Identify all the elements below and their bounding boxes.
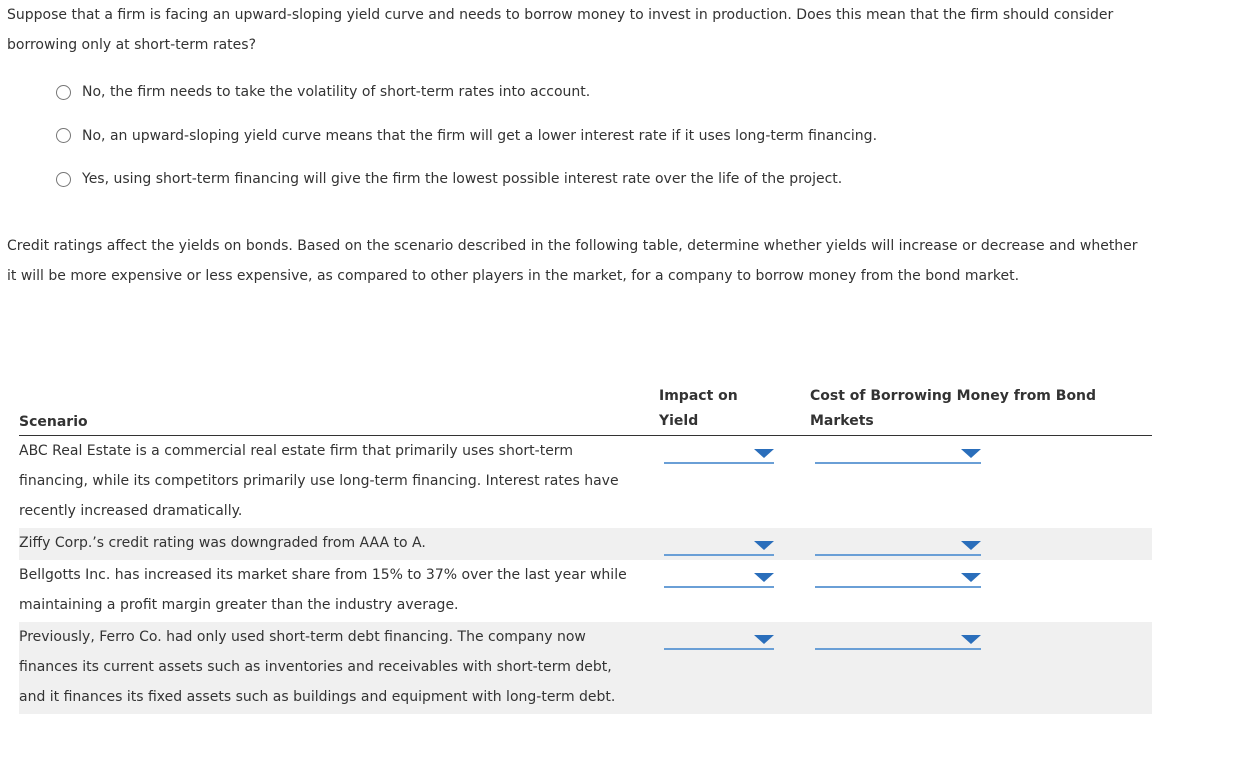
question-2-text: Credit ratings affect the yields on bonds. Based on the scenario described in the following table, determine whether yields will increase or decrease and whether it will be more expensive or less expensive, as compared to other players in the market, for a company to borrow money from the bond market.	[7, 238, 1138, 284]
option-1[interactable]	[56, 77, 877, 107]
impact-dropdown[interactable]	[664, 537, 774, 556]
option-label: No, the firm needs to take the volatility of short-term rates into account.	[82, 84, 591, 100]
cost-dropdown[interactable]	[815, 569, 981, 588]
dropdown-arrow-icon	[754, 541, 774, 550]
dropdown-arrow-icon	[754, 449, 774, 458]
scenario-table	[19, 382, 1152, 714]
dropdown-arrow-icon	[961, 541, 981, 550]
radio-button[interactable]	[56, 85, 71, 100]
scenario-text: Bellgotts Inc. has increased its market share from 15% to 37% over the last year while maintaining a profit margin greater than the industry average.	[19, 567, 627, 613]
radio-button[interactable]	[56, 172, 71, 187]
cost-dropdown[interactable]	[815, 445, 981, 464]
option-label: No, an upward-sloping yield curve means that the firm will get a lower interest rate if it uses long-term financing.	[82, 127, 878, 144]
dropdown-arrow-icon	[961, 635, 981, 644]
table-header	[19, 382, 1152, 436]
cost-dropdown[interactable]	[815, 631, 981, 650]
table-row	[19, 528, 1152, 560]
dropdown-arrow-icon	[961, 449, 981, 458]
impact-dropdown[interactable]	[664, 445, 774, 464]
dropdown-arrow-icon	[754, 635, 774, 644]
header-impact-on-yield: Impact on Yield	[659, 388, 738, 429]
option-2[interactable]	[56, 121, 877, 151]
radio-button[interactable]	[56, 128, 71, 143]
scenario-text: Previously, Ferro Co. had only used short-term debt financing. The company now finances its current assets such as inventories and receivables with short-term debt, and it finances its fixed assets such as buildings and equipment with long-term debt.	[19, 629, 616, 705]
impact-dropdown[interactable]	[664, 631, 774, 650]
question-1-options	[56, 77, 877, 208]
dropdown-arrow-icon	[754, 573, 774, 582]
option-label: Yes, using short-term financing will give the firm the lowest possible interest rate over the life of the project.	[82, 171, 843, 187]
cost-dropdown[interactable]	[815, 537, 981, 556]
header-scenario: Scenario	[19, 414, 88, 430]
scenario-text: Ziffy Corp.’s credit rating was downgraded from AAA to A.	[19, 535, 426, 551]
question-1-text: Suppose that a firm is facing an upward-sloping yield curve and needs to borrow money to invest in production. Does this mean that the firm should consider borrowing only at short-term rates?	[7, 7, 1114, 53]
table-row	[19, 622, 1152, 714]
option-3[interactable]	[56, 164, 877, 194]
table-row	[19, 436, 1152, 528]
impact-dropdown[interactable]	[664, 569, 774, 588]
header-cost-of-borrowing: Cost of Borrowing Money from Bond Markets	[810, 388, 1097, 429]
dropdown-arrow-icon	[961, 573, 981, 582]
scenario-text: ABC Real Estate is a commercial real estate firm that primarily uses short-term financing, while its competitors primarily use long-term financing. Interest rates have recently increased dramatically.	[19, 443, 619, 519]
table-row	[19, 560, 1152, 622]
